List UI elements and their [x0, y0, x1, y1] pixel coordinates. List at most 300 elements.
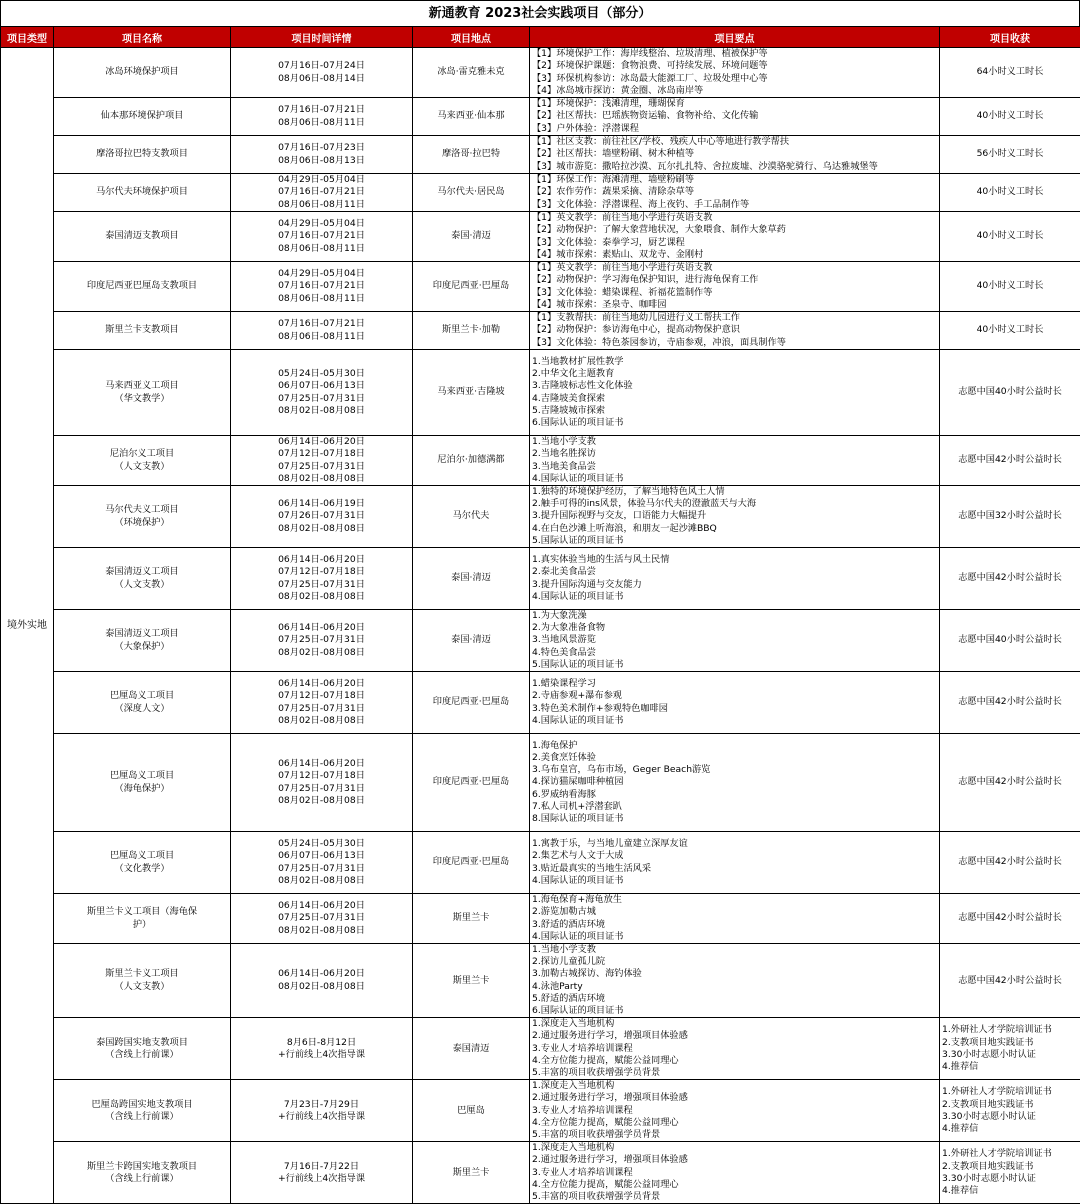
time-line: 07月25日-07月31日	[233, 461, 410, 473]
project-gain-cell	[940, 1018, 1080, 1080]
point-line: 3.当地美食品尝	[532, 461, 937, 473]
point-line: 【2】农作劳作：蔬果采摘、清除杂草等	[532, 186, 937, 198]
table-row	[1, 832, 1080, 894]
table-row	[1, 312, 1080, 350]
time-line: 07月25日-07月31日	[233, 703, 410, 715]
project-place-cell: 斯里兰卡·加勒	[413, 312, 530, 350]
time-line: 07月16日-07月23日	[233, 142, 410, 154]
project-time-cell	[231, 832, 413, 894]
time-line: 06月14日-06月20日	[233, 554, 410, 566]
table-row	[1, 212, 1080, 262]
gain-line: 志愿中国40小时公益时长	[942, 386, 1078, 398]
point-line: 2.通过服务进行学习，增强项目体验感	[532, 1030, 937, 1042]
time-line: 08月02日-08月08日	[233, 647, 410, 659]
project-gain-cell	[940, 1080, 1080, 1142]
project-points-cell	[530, 1018, 940, 1080]
point-line: 4.国际认证的项目证书	[532, 931, 937, 943]
time-line: 08月02日-08月08日	[233, 875, 410, 887]
time-line: 07月25日-07月31日	[233, 783, 410, 795]
table-row	[1, 262, 1080, 312]
project-points-cell	[530, 436, 940, 486]
point-line: 【3】城市游览：撒哈拉沙漠、瓦尔扎扎特、舍拉废墟、沙漠骆驼骑行、乌达雅城堡等	[532, 161, 937, 173]
project-gain-cell	[940, 436, 1080, 486]
point-line: 【2】社区帮扶：巴瑶族物资运输、食物补给、文化传输	[532, 110, 937, 122]
project-name-cell: 泰国清迈义工项目 （大象保护）	[54, 610, 231, 672]
project-gain-cell	[940, 548, 1080, 610]
time-line: 08月06日-08月11日	[233, 331, 410, 343]
time-line: 06月07日-06月13日	[233, 850, 410, 862]
point-line: 1.深度走入当地机构	[532, 1142, 937, 1154]
time-line: 06月14日-06月20日	[233, 968, 410, 980]
point-line: 1.当地教材扩展性教学	[532, 356, 937, 368]
point-line: 1.海龟保育+海龟放生	[532, 894, 937, 906]
time-line: 05月24日-05月30日	[233, 838, 410, 850]
point-line: 【2】动物保护：学习海龟保护知识，进行海龟保育工作	[532, 274, 937, 286]
project-name-cell: 泰国清迈义工项目 （人文支教）	[54, 548, 231, 610]
project-points-cell	[530, 350, 940, 436]
gain-line: 志愿中国42小时公益时长	[942, 856, 1078, 868]
time-line: 07月25日-07月31日	[233, 634, 410, 646]
project-gain-cell	[940, 212, 1080, 262]
point-line: 4.国际认证的项目证书	[532, 875, 937, 887]
point-line: 3.舒适的酒店环境	[532, 919, 937, 931]
point-line: 3.专业人才培养培训课程	[532, 1167, 937, 1179]
project-time-cell	[231, 312, 413, 350]
point-line: 3.专业人才培养培训课程	[532, 1105, 937, 1117]
point-line: 8.国际认证的项目证书	[532, 813, 937, 825]
time-line: 07月12日-07月18日	[233, 770, 410, 782]
table-row	[1, 610, 1080, 672]
point-line: 5.丰富的项目收获增强学员背景	[532, 1191, 937, 1203]
point-line: 1.真实体验当地的生活与风土民情	[532, 554, 937, 566]
point-line: 2.泰北美食品尝	[532, 566, 937, 578]
time-line: 07月12日-07月18日	[233, 566, 410, 578]
point-line: 5.国际认证的项目证书	[532, 659, 937, 671]
time-line: 08月06日-08月14日	[233, 73, 410, 85]
table-row	[1, 48, 1080, 98]
project-points-cell	[530, 1142, 940, 1204]
project-time-cell	[231, 98, 413, 136]
point-line: 1.海龟保护	[532, 740, 937, 752]
point-line: 2.中华文化主题教育	[532, 368, 937, 380]
point-line: 【1】环保工作：海滩清理、墙壁粉刷等	[532, 174, 937, 186]
project-place-cell: 巴厘岛	[413, 1080, 530, 1142]
point-line: 【4】城市探索：圣泉寺、咖啡园	[532, 299, 937, 311]
header-place: 项目地点	[413, 27, 530, 48]
time-line: 08月02日-08月08日	[233, 473, 410, 485]
project-type-cell: 境外实地	[1, 48, 54, 1204]
project-time-cell	[231, 548, 413, 610]
point-line: 4.全方位能力提高，赋能公益同理心	[532, 1117, 937, 1129]
project-points-cell	[530, 174, 940, 212]
project-time-cell	[231, 436, 413, 486]
header-points: 项目要点	[530, 27, 940, 48]
point-line: 1.当地小学支教	[532, 436, 937, 448]
header-row	[1, 27, 1080, 48]
table-row	[1, 136, 1080, 174]
gain-line: 64小时义工时长	[942, 66, 1078, 78]
project-points-cell	[530, 98, 940, 136]
project-name-cell: 冰岛环境保护项目	[54, 48, 231, 98]
project-time-cell	[231, 486, 413, 548]
gain-line: 40小时义工时长	[942, 324, 1078, 336]
project-place-cell: 冰岛·雷克雅未克	[413, 48, 530, 98]
point-line: 4.全方位能力提高，赋能公益同理心	[532, 1179, 937, 1191]
point-line: 2.触手可得的ins风景，体验马尔代夫的澄澈蓝天与大海	[532, 498, 937, 510]
table-row	[1, 1018, 1080, 1080]
project-time-cell	[231, 894, 413, 944]
project-name-cell: 马尔代夫义工项目 （环境保护）	[54, 486, 231, 548]
point-line: 【1】社区支教：前往社区/学校、残疾人中心等地进行教学帮扶	[532, 136, 937, 148]
project-place-cell: 摩洛哥·拉巴特	[413, 136, 530, 174]
gain-line: 志愿中国42小时公益时长	[942, 975, 1078, 987]
point-line: 1.深度走入当地机构	[532, 1080, 937, 1092]
project-name-cell: 巴厘岛义工项目 （海龟保护）	[54, 734, 231, 832]
project-name-cell: 斯里兰卡跨国实地支教项目 （含线上行前课）	[54, 1142, 231, 1204]
project-points-cell	[530, 672, 940, 734]
gain-line: 志愿中国42小时公益时长	[942, 454, 1078, 466]
point-line: 3.贴近最真实的当地生活风采	[532, 863, 937, 875]
project-name-cell: 仙本那环境保护项目	[54, 98, 231, 136]
project-name-cell: 泰国清迈支教项目	[54, 212, 231, 262]
header-type: 项目类型	[1, 27, 54, 48]
time-line: 07月25日-07月31日	[233, 863, 410, 875]
project-name-cell: 马来西亚义工项目 （华文教学）	[54, 350, 231, 436]
project-name-cell: 印度尼西亚巴厘岛支教项目	[54, 262, 231, 312]
gain-line: 4.推荐信	[942, 1061, 1078, 1073]
point-line: 2.通过服务进行学习，增强项目体验感	[532, 1092, 937, 1104]
time-line: +行前线上4次指导课	[233, 1173, 410, 1185]
project-table	[0, 26, 1080, 1204]
point-line: 2.寺庙参观+瀑布参观	[532, 690, 937, 702]
time-line: 08月02日-08月08日	[233, 925, 410, 937]
project-time-cell	[231, 1018, 413, 1080]
point-line: 1.深度走入当地机构	[532, 1018, 937, 1030]
point-line: 【1】英文教学：前往当地小学进行英语支教	[532, 212, 937, 224]
gain-line: 1.外研社人才学院培训证书	[942, 1024, 1078, 1036]
point-line: 6.国际认证的项目证书	[532, 417, 937, 429]
project-name-cell: 巴厘岛跨国实地支教项目 （含线上行前课）	[54, 1080, 231, 1142]
table-row	[1, 436, 1080, 486]
point-line: 5.国际认证的项目证书	[532, 535, 937, 547]
point-line: 1.蜡染课程学习	[532, 678, 937, 690]
project-gain-cell	[940, 610, 1080, 672]
gain-line: 1.外研社人才学院培训证书	[942, 1148, 1078, 1160]
time-line: 06月14日-06月20日	[233, 678, 410, 690]
project-points-cell	[530, 610, 940, 672]
time-line: +行前线上4次指导课	[233, 1111, 410, 1123]
time-line: 04月29日-05月04日	[233, 268, 410, 280]
time-line: 06月14日-06月20日	[233, 622, 410, 634]
project-name-cell: 斯里兰卡支教项目	[54, 312, 231, 350]
project-place-cell: 泰国清迈	[413, 1018, 530, 1080]
point-line: 2.集艺术与人文于大成	[532, 850, 937, 862]
point-line: 2.探访儿童孤儿院	[532, 956, 937, 968]
point-line: 1.独特的环境保护经历，了解当地特色风土人情	[532, 486, 937, 498]
project-name-cell: 巴厘岛义工项目 （深度人文）	[54, 672, 231, 734]
gain-line: 2.支教项目地实践证书	[942, 1099, 1078, 1111]
point-line: 【2】动物保护：参访海龟中心，提高动物保护意识	[532, 324, 937, 336]
point-line: 3.专业人才培养培训课程	[532, 1043, 937, 1055]
gain-line: 40小时义工时长	[942, 280, 1078, 292]
time-line: 08月02日-08月08日	[233, 405, 410, 417]
project-gain-cell	[940, 672, 1080, 734]
time-line: 04月29日-05月04日	[233, 218, 410, 230]
project-time-cell	[231, 174, 413, 212]
point-line: 1.寓教于乐，与当地儿童建立深厚友谊	[532, 838, 937, 850]
time-line: 08月06日-08月11日	[233, 199, 410, 211]
project-points-cell	[530, 48, 940, 98]
gain-line: 40小时义工时长	[942, 186, 1078, 198]
gain-line: 2.支教项目地实践证书	[942, 1037, 1078, 1049]
header-time: 项目时间详情	[231, 27, 413, 48]
point-line: 2.为大象准备食物	[532, 622, 937, 634]
project-place-cell: 印度尼西亚·巴厘岛	[413, 262, 530, 312]
project-points-cell	[530, 212, 940, 262]
project-time-cell	[231, 1080, 413, 1142]
header-name: 项目名称	[54, 27, 231, 48]
point-line: 1.为大象洗澡	[532, 610, 937, 622]
time-line: 7月23日-7月29日	[233, 1099, 410, 1111]
table-row	[1, 548, 1080, 610]
project-gain-cell	[940, 312, 1080, 350]
point-line: 【4】城市探索：素贴山、双龙寺、金刚村	[532, 249, 937, 261]
gain-line: 2.支教项目地实践证书	[942, 1161, 1078, 1173]
time-line: +行前线上4次指导课	[233, 1049, 410, 1061]
point-line: 4.在白色沙滩上听海浪，和朋友一起沙滩BBQ	[532, 523, 937, 535]
point-line: 2.当地名胜探访	[532, 448, 937, 460]
time-line: 08月06日-08月13日	[233, 155, 410, 167]
time-line: 07月16日-07月21日	[233, 280, 410, 292]
time-line: 07月16日-07月21日	[233, 318, 410, 330]
gain-line: 志愿中国40小时公益时长	[942, 634, 1078, 646]
project-time-cell	[231, 734, 413, 832]
point-line: 【1】支教帮扶：前往当地幼儿园进行义工帮扶工作	[532, 312, 937, 324]
project-gain-cell	[940, 894, 1080, 944]
time-line: 07月12日-07月18日	[233, 448, 410, 460]
point-line: 2.游览加勒古城	[532, 906, 937, 918]
point-line: 【3】户外体验：浮潜课程	[532, 123, 937, 135]
project-place-cell: 印度尼西亚·巴厘岛	[413, 734, 530, 832]
project-gain-cell	[940, 944, 1080, 1018]
time-line: 08月06日-08月11日	[233, 243, 410, 255]
project-points-cell	[530, 312, 940, 350]
table-row	[1, 734, 1080, 832]
point-line: 4.泳池Party	[532, 981, 937, 993]
gain-line: 3.30小时志愿小时认证	[942, 1173, 1078, 1185]
time-line: 08月02日-08月08日	[233, 981, 410, 993]
project-points-cell	[530, 548, 940, 610]
time-line: 06月14日-06月19日	[233, 498, 410, 510]
project-place-cell: 马尔代夫·居民岛	[413, 174, 530, 212]
project-points-cell	[530, 136, 940, 174]
point-line: 4.特色美食品尝	[532, 647, 937, 659]
project-time-cell	[231, 1142, 413, 1204]
project-points-cell	[530, 262, 940, 312]
point-line: 【4】冰岛城市探访：黄金圈、冰岛南岸等	[532, 85, 937, 97]
project-name-cell: 斯里兰卡义工项目 （人文支教）	[54, 944, 231, 1018]
table-row	[1, 894, 1080, 944]
time-line: 8月6日-8月12日	[233, 1037, 410, 1049]
project-time-cell	[231, 944, 413, 1018]
gain-line: 40小时义工时长	[942, 110, 1078, 122]
point-line: 3.加勒古城探访、海钓体验	[532, 968, 937, 980]
project-name-cell: 巴厘岛义工项目 （文化教学）	[54, 832, 231, 894]
point-line: 【1】环境保护工作：海岸线整治、垃圾清理、植被保护等	[532, 48, 937, 60]
project-points-cell	[530, 1080, 940, 1142]
point-line: 【2】环境保护课题：食物浪费、可持续发展、环境问题等	[532, 60, 937, 72]
point-line: 3.特色美术制作+参观特色咖啡园	[532, 703, 937, 715]
point-line: 3.当地风景游览	[532, 634, 937, 646]
project-place-cell: 马尔代夫	[413, 486, 530, 548]
point-line: 6.罗威纳看海豚	[532, 789, 937, 801]
point-line: 4.吉隆坡美食探索	[532, 393, 937, 405]
project-gain-cell	[940, 734, 1080, 832]
time-line: 07月16日-07月24日	[233, 60, 410, 72]
gain-line: 4.推荐信	[942, 1185, 1078, 1197]
project-time-cell	[231, 350, 413, 436]
project-points-cell	[530, 832, 940, 894]
point-line: 【2】社区帮扶：墙壁粉刷、树木种植等	[532, 148, 937, 160]
time-line: 08月02日-08月08日	[233, 715, 410, 727]
point-line: 【3】环保机构参访：冰岛最大能源工厂、垃圾处理中心等	[532, 73, 937, 85]
table-body	[1, 48, 1080, 1204]
project-gain-cell	[940, 48, 1080, 98]
table-row	[1, 350, 1080, 436]
point-line: 【1】环境保护：浅滩清理，珊瑚保育	[532, 98, 937, 110]
time-line: 06月14日-06月20日	[233, 758, 410, 770]
table-row	[1, 486, 1080, 548]
project-place-cell: 泰国·清迈	[413, 212, 530, 262]
point-line: 1.当地小学支教	[532, 944, 937, 956]
time-line: 07月25日-07月31日	[233, 579, 410, 591]
gain-line: 志愿中国42小时公益时长	[942, 912, 1078, 924]
time-line: 7月16日-7月22日	[233, 1161, 410, 1173]
project-gain-cell	[940, 262, 1080, 312]
gain-line: 志愿中国42小时公益时长	[942, 776, 1078, 788]
gain-line: 3.30小时志愿小时认证	[942, 1049, 1078, 1061]
time-line: 06月07日-06月13日	[233, 380, 410, 392]
project-place-cell: 马来西亚·吉隆坡	[413, 350, 530, 436]
project-points-cell	[530, 734, 940, 832]
point-line: 【2】动物保护：了解大象营地状况，大象喂食、制作大象草药	[532, 224, 937, 236]
project-gain-cell	[940, 1142, 1080, 1204]
point-line: 3.乌布皇宫，乌布市场，Geger Beach游览	[532, 764, 937, 776]
project-gain-cell	[940, 350, 1080, 436]
point-line: 4.国际认证的项目证书	[532, 473, 937, 485]
point-line: 7.私人司机+浮潜套趴	[532, 801, 937, 813]
table-row	[1, 944, 1080, 1018]
time-line: 08月06日-08月11日	[233, 117, 410, 129]
time-line: 07月16日-07月21日	[233, 104, 410, 116]
project-place-cell: 马来西亚·仙本那	[413, 98, 530, 136]
project-place-cell: 斯里兰卡	[413, 1142, 530, 1204]
gain-line: 56小时义工时长	[942, 148, 1078, 160]
project-points-cell	[530, 486, 940, 548]
project-name-cell: 泰国跨国实地支教项目 （含线上行前课）	[54, 1018, 231, 1080]
project-name-cell: 尼泊尔义工项目 （人文支教）	[54, 436, 231, 486]
gain-line: 1.外研社人才学院培训证书	[942, 1086, 1078, 1098]
gain-line: 3.30小时志愿小时认证	[942, 1111, 1078, 1123]
point-line: 4.全方位能力提高，赋能公益同理心	[532, 1055, 937, 1067]
project-time-cell	[231, 136, 413, 174]
project-points-cell	[530, 894, 940, 944]
project-gain-cell	[940, 98, 1080, 136]
project-place-cell: 尼泊尔·加德满都	[413, 436, 530, 486]
time-line: 07月25日-07月31日	[233, 393, 410, 405]
gain-line: 40小时义工时长	[942, 230, 1078, 242]
project-gain-cell	[940, 136, 1080, 174]
point-line: 【3】文化体验：特色茶园参访，寺庙参观，冲浪，面具制作等	[532, 337, 937, 349]
point-line: 【3】文化体验：泰拳学习，厨艺课程	[532, 237, 937, 249]
project-name-cell: 摩洛哥拉巴特支教项目	[54, 136, 231, 174]
point-line: 5.丰富的项目收获增强学员背景	[532, 1067, 937, 1079]
project-place-cell: 斯里兰卡	[413, 894, 530, 944]
project-place-cell: 印度尼西亚·巴厘岛	[413, 832, 530, 894]
point-line: 5.丰富的项目收获增强学员背景	[532, 1129, 937, 1141]
time-line: 08月02日-08月08日	[233, 591, 410, 603]
time-line: 05月24日-05月30日	[233, 368, 410, 380]
gain-line: 志愿中国42小时公益时长	[942, 572, 1078, 584]
point-line: 5.舒适的酒店环境	[532, 993, 937, 1005]
time-line: 08月02日-08月08日	[233, 523, 410, 535]
point-line: 3.提升国际视野与交友，口语能力大幅提升	[532, 510, 937, 522]
project-time-cell	[231, 610, 413, 672]
project-time-cell	[231, 262, 413, 312]
point-line: 【3】文化体验：蜡染课程、祈福花篮制作等	[532, 287, 937, 299]
project-time-cell	[231, 672, 413, 734]
time-line: 07月16日-07月21日	[233, 186, 410, 198]
table-row	[1, 1080, 1080, 1142]
time-line: 07月16日-07月21日	[233, 230, 410, 242]
time-line: 04月29日-05月04日	[233, 174, 410, 186]
point-line: 【3】文化体验：浮潜课程、海上夜钓、手工品制作等	[532, 199, 937, 211]
project-points-cell	[530, 944, 940, 1018]
point-line: 4.国际认证的项目证书	[532, 591, 937, 603]
project-name-cell: 马尔代夫环境保护项目	[54, 174, 231, 212]
project-gain-cell	[940, 486, 1080, 548]
project-time-cell	[231, 212, 413, 262]
project-place-cell: 斯里兰卡	[413, 944, 530, 1018]
table-row	[1, 672, 1080, 734]
project-time-cell	[231, 48, 413, 98]
header-gain: 项目收获	[940, 27, 1080, 48]
project-gain-cell	[940, 832, 1080, 894]
table-row	[1, 174, 1080, 212]
point-line: 3.吉隆坡标志性文化体验	[532, 380, 937, 392]
gain-line: 志愿中国42小时公益时长	[942, 696, 1078, 708]
time-line: 08月02日-08月08日	[233, 795, 410, 807]
table-row	[1, 1142, 1080, 1204]
point-line: 5.吉隆坡城市探索	[532, 405, 937, 417]
project-gain-cell	[940, 174, 1080, 212]
gain-line: 4.推荐信	[942, 1123, 1078, 1135]
time-line: 08月06日-08月11日	[233, 293, 410, 305]
table-row	[1, 98, 1080, 136]
sheet-title: 新通教育 2023社会实践项目（部分）	[0, 0, 1080, 26]
project-place-cell: 泰国·清迈	[413, 610, 530, 672]
time-line: 07月12日-07月18日	[233, 690, 410, 702]
time-line: 07月26日-07月31日	[233, 510, 410, 522]
project-name-cell: 斯里兰卡义工项目（海龟保 护）	[54, 894, 231, 944]
point-line: 【1】英文教学：前往当地小学进行英语支教	[532, 262, 937, 274]
project-place-cell: 泰国·清迈	[413, 548, 530, 610]
point-line: 4.探访猫屎咖啡种植园	[532, 776, 937, 788]
gain-line: 志愿中国32小时公益时长	[942, 510, 1078, 522]
time-line: 06月14日-06月20日	[233, 436, 410, 448]
point-line: 4.国际认证的项目证书	[532, 715, 937, 727]
point-line: 3.提升国际沟通与交友能力	[532, 579, 937, 591]
